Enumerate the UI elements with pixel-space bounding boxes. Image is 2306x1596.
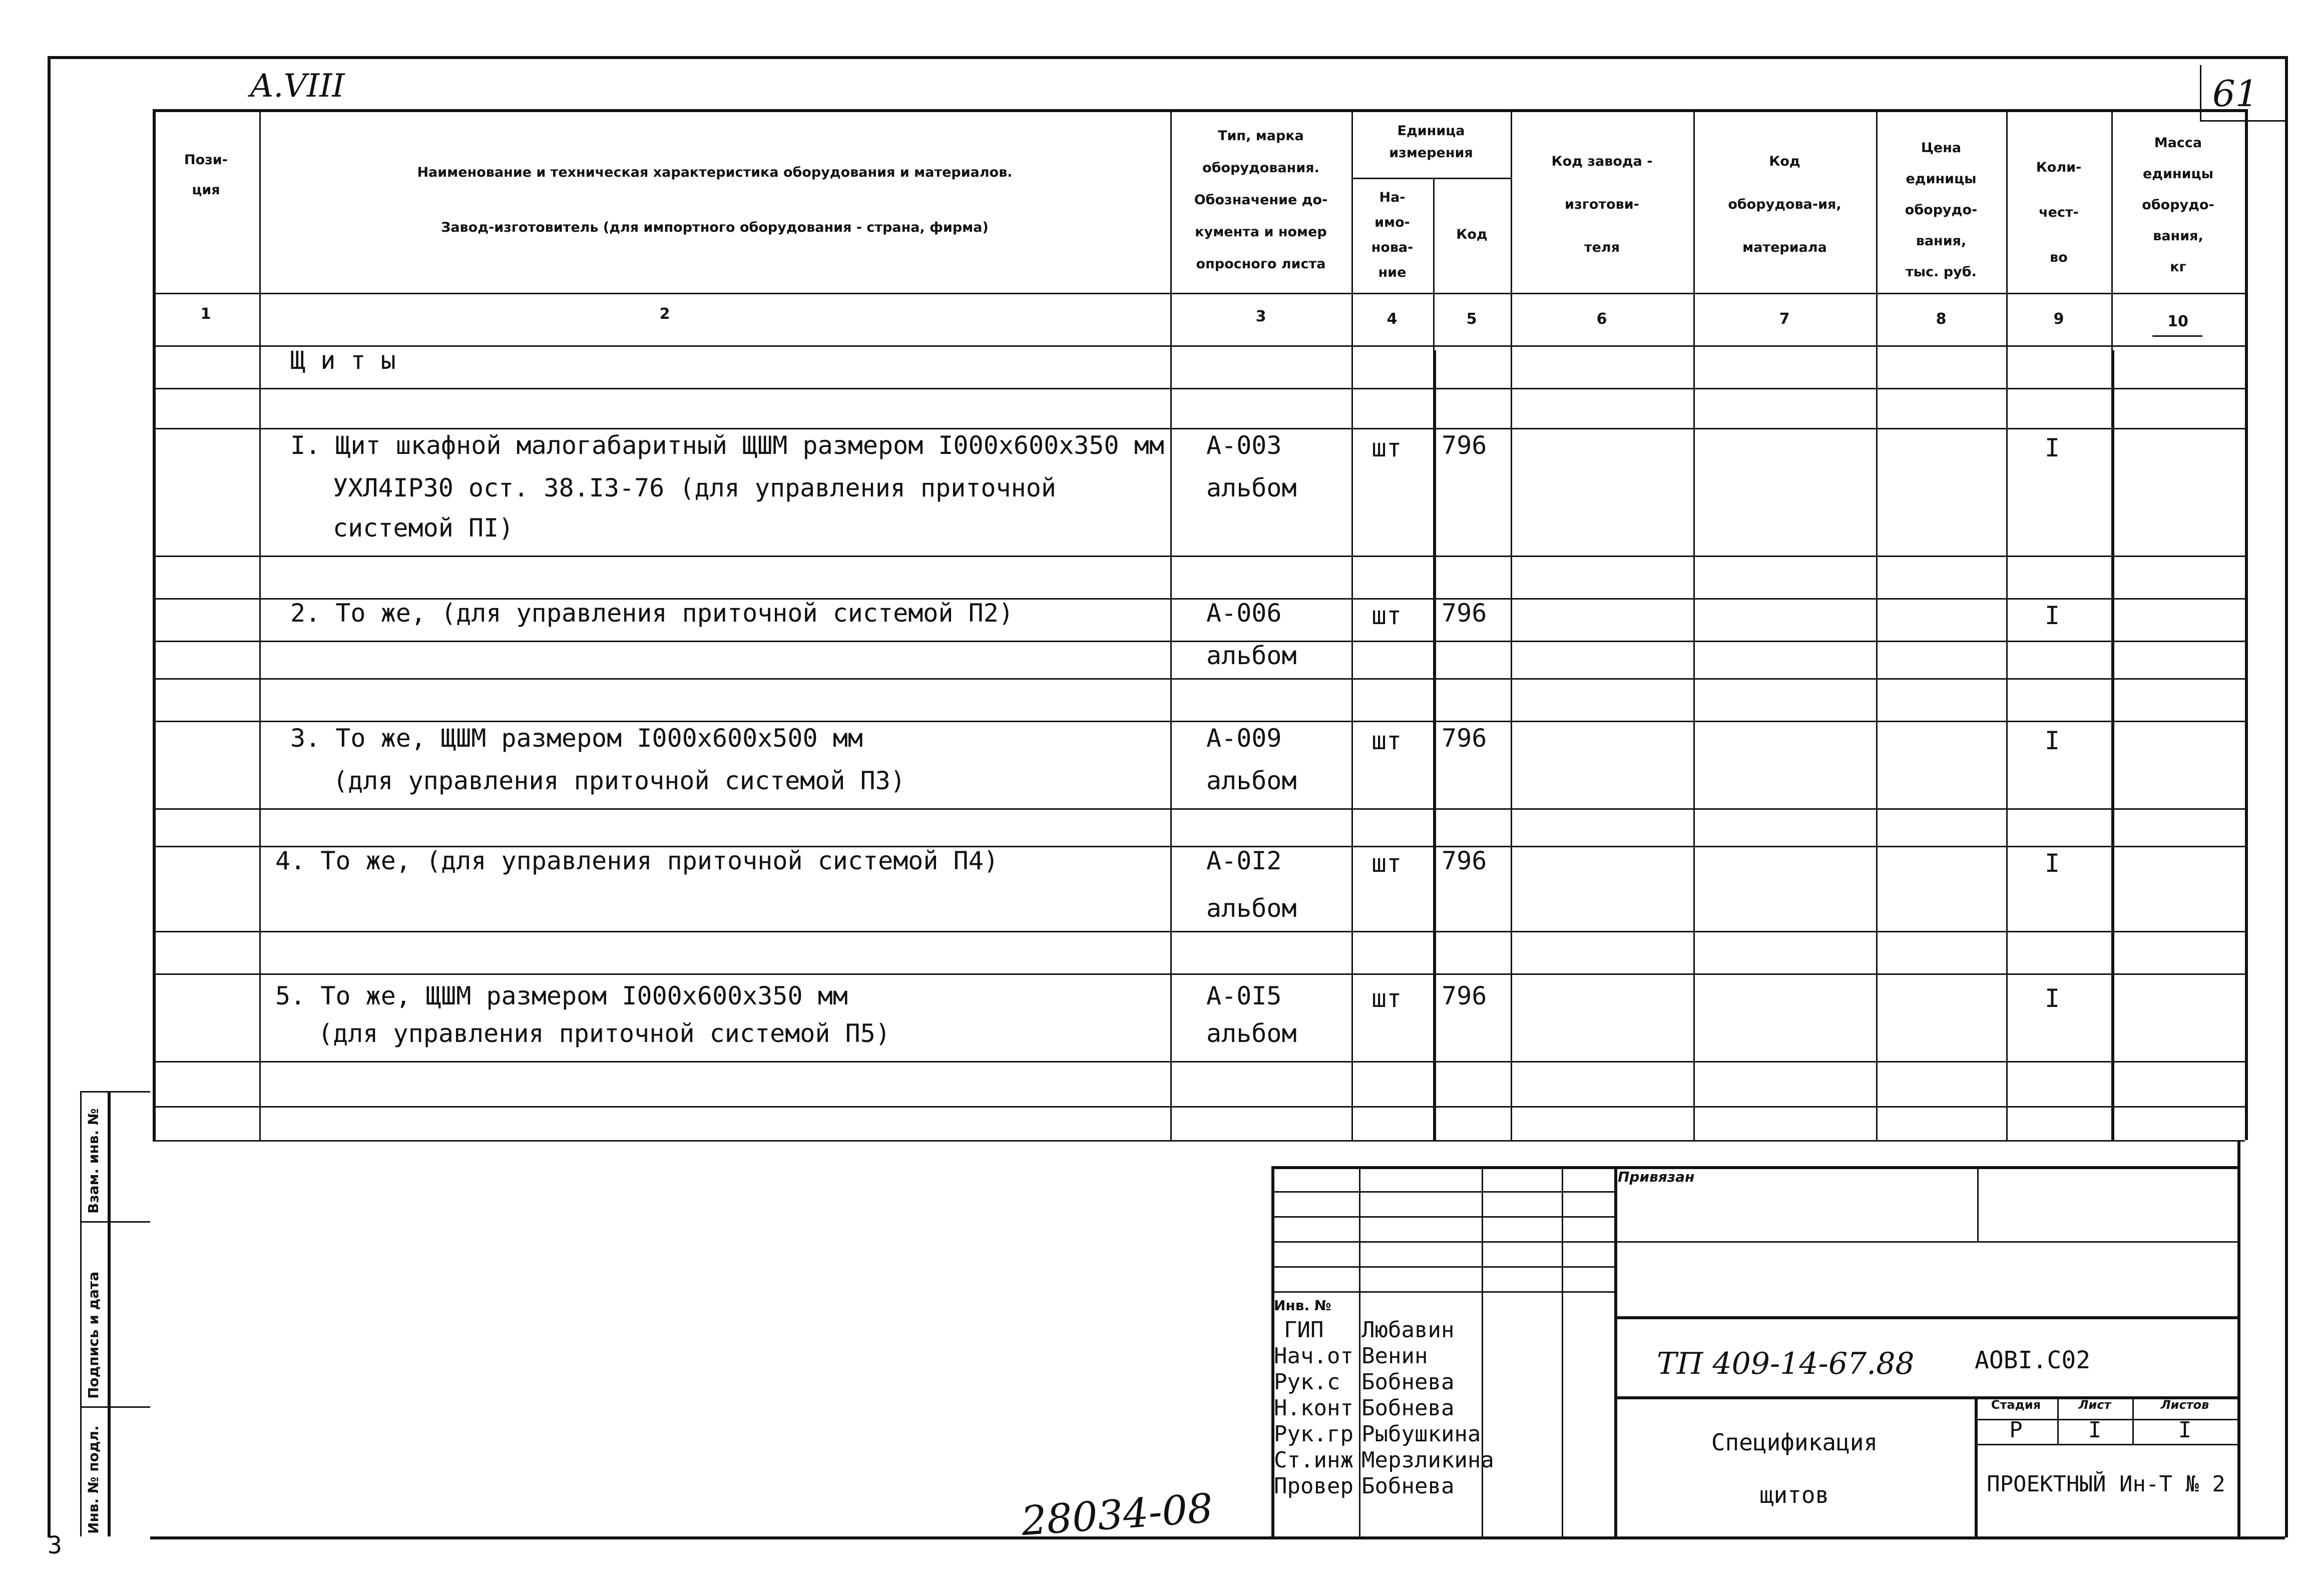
privyazan-label: Привязан (1618, 1169, 1695, 1185)
frame-left-line (48, 56, 51, 1537)
header-quantity: Коли- чест- во (2036, 160, 2082, 265)
inventory-number-label: Инв. № (1274, 1297, 1331, 1314)
document-code: АОВI.С02 (1975, 1346, 2091, 1374)
header-factory-code: Код завода - изготови- теля (1551, 154, 1653, 255)
project-code: ТП 409-14-67.88 (1657, 1346, 1915, 1381)
stage-value: Р (2009, 1417, 2023, 1443)
organization: ПРОЕКТНЫЙ Ин-Т № 2 (1987, 1471, 2225, 1497)
header-mass: Масса единицы оборудо- вания, кг (2142, 135, 2214, 275)
header-name: Наименование и техническая характеристика оборудования и материалов. Завод-изготовитель (для импортного оборудования - страна, фирма) (417, 165, 1013, 235)
side-label-inventory: Инв. № подл. (85, 1425, 102, 1534)
header-equipment-code: Код оборудова-ия, материала (1728, 154, 1841, 255)
sheet-value: I (2088, 1417, 2102, 1443)
side-label-signature: Подпись и дата (85, 1271, 102, 1399)
side-label-replacement: Взам. инв. № (85, 1108, 102, 1214)
frame-top-line (48, 56, 2285, 59)
document-title: Спецификация щитов (1711, 1429, 1878, 1508)
sheets-value: I (2178, 1417, 2192, 1443)
table-top-line (153, 109, 2245, 112)
archive-number: 28034-08 (1020, 1484, 1215, 1545)
header-unit-name: На- имо- нова- ние (1371, 190, 1414, 280)
frame-right-line (2285, 56, 2288, 1537)
section-title: Щ и т ы (290, 346, 396, 375)
header-type: Тип, марка оборудования. Обозначение до- кумента и номер опросного листа (1194, 128, 1328, 272)
sheet-number: 61 (2212, 73, 2258, 115)
header-unit: Единица измерения (1389, 123, 1473, 161)
header-price: Цена единицы оборудо- вания, тыс. руб. (1905, 140, 1978, 280)
corner-bottom-label: 3 (48, 1531, 62, 1559)
corner-label: A.VIII (250, 68, 345, 105)
header-unit-code: Код (1456, 227, 1488, 242)
header-position: Пози- ция (184, 152, 228, 198)
